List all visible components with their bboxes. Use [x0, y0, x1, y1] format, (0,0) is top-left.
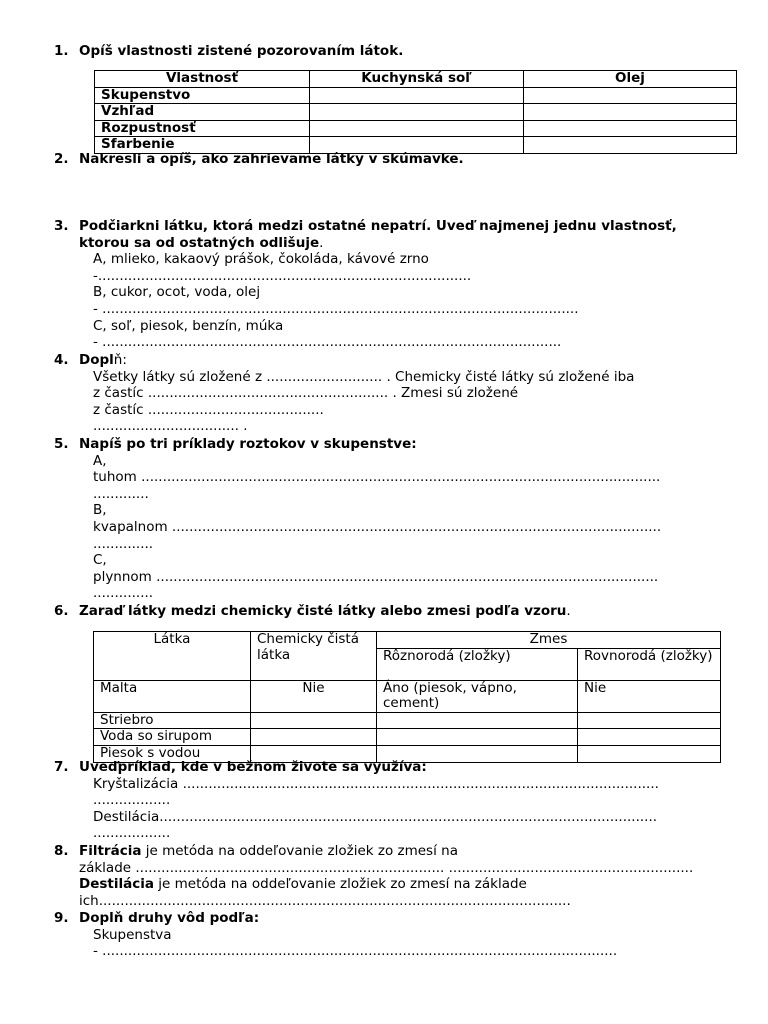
answer-cell[interactable] [578, 729, 721, 746]
cell-roznorodа: Áno (piesok, vápno, cement) [377, 680, 578, 712]
table-header: Vlastnosť [95, 71, 310, 88]
option-b: B, [93, 502, 107, 519]
fill-line[interactable]: z častíc ........................................................ . Zmesi sú zložené [93, 385, 519, 402]
table-row [94, 680, 721, 712]
answer-cell[interactable] [251, 712, 377, 729]
question-number: 7. [54, 759, 69, 775]
question-4: 4. Doplň: Všetky látky sú zložené z ........................... . Chemicky čisté látky sú zložené iba z častíc ........................................................ . Zmesi sú zložené z častíc ......................................... .................................. . [54, 352, 738, 435]
answer-cell[interactable] [377, 729, 578, 746]
fill-line[interactable]: ich.............................................................................................................. [79, 892, 571, 909]
answer-line[interactable]: - ........................................................................................................................ [93, 943, 618, 960]
table-row [94, 712, 721, 729]
fill-line[interactable]: Všetky látky sú zložené z ........................... . Chemicky čisté látky sú zložené iba [93, 368, 635, 385]
answer-line[interactable]: kvapalnom .................................................................................................................. [93, 518, 662, 535]
table-header: Látka [94, 632, 251, 681]
cell-latka: Striebro [94, 712, 251, 729]
table-header: Chemicky čistá látka [251, 632, 377, 681]
answer-line[interactable]: Kryštalizácia ............................................................................................................... [93, 775, 659, 792]
question-3: 3. Podčiarkni látku, ktorá medzi ostatné nepatrí. Uveď najmenej jednu vlastnosť, ktorou sa od ostatných odlišuje. A, mlieko, kakaový prášok, čokoláda, kávové zrno -....................................................................................... B, cukor, ocot, voda, olej - ............................................................................................................... C, soľ, piesok, benzín, múka - ........................................................................................................... [54, 218, 738, 351]
table-header: Olej [524, 71, 737, 88]
question-6: 6. Zaraď látky medzi chemicky čisté látky alebo zmesi podľa vzoru. [54, 603, 571, 619]
question-number: 5. [54, 436, 69, 452]
option-b: B, cukor, ocot, voda, olej [93, 284, 261, 301]
answer-cell[interactable] [524, 120, 737, 137]
row-label: Skupenstvo [95, 87, 310, 104]
table-header: Rovnorodá (zložky) [578, 648, 721, 680]
answer-line[interactable]: -....................................................................................... [93, 267, 472, 284]
cell-rovnoroda: Nie [578, 680, 721, 712]
answer-line-cont[interactable]: ............. [93, 485, 149, 502]
answer-cell[interactable] [310, 104, 524, 121]
answer-line-cont[interactable]: .............. [93, 535, 154, 552]
table-row [95, 87, 737, 104]
question-text: Nakresli a opíš, ako zahrievame látky v skúmavke. [79, 151, 464, 167]
question-number: 8. [54, 843, 69, 859]
answer-cell[interactable] [310, 120, 524, 137]
table-header: Kuchynská soľ [310, 71, 524, 88]
cell-latka: Malta [94, 680, 251, 712]
question-text: Doplň druhy vôd podľa: [79, 910, 260, 926]
cell-cista: Nie [251, 680, 377, 712]
properties-table [94, 70, 737, 154]
fill-line[interactable]: základe ........................................................................ ......................................................... [79, 859, 694, 876]
answer-cell[interactable] [524, 87, 737, 104]
answer-line-cont[interactable]: .................. [93, 792, 171, 809]
option-c: C, soľ, piesok, benzín, múka [93, 317, 284, 334]
cell-latka: Piesok s vodou [94, 745, 251, 762]
option-c: C, [93, 552, 107, 569]
table-row [95, 104, 737, 121]
table-header: Rôznorodá (zložky) [377, 648, 578, 680]
table-row [95, 120, 737, 137]
option-a: A, [93, 452, 107, 469]
fill-line[interactable]: z častíc ......................................... [93, 401, 324, 418]
question-text: Uveďpríklad, kde v bežnom živote sa využíva: [79, 759, 427, 775]
substances-table [93, 631, 721, 763]
question-text: Podčiarkni látku, ktorá medzi ostatné nepatrí. Uveď najmenej jednu vlastnosť, [79, 218, 677, 234]
answer-line[interactable]: tuhom ......................................................................................................................... [93, 469, 661, 486]
row-label: Sfarbenie [95, 137, 310, 154]
answer-cell[interactable] [377, 712, 578, 729]
row-label: Vzhľad [95, 104, 310, 121]
question-1 [54, 43, 728, 60]
question-text: Dopl [79, 352, 114, 368]
answer-line[interactable]: plynnom ..................................................................................................................... [93, 568, 659, 585]
option-a: Skupenstva [93, 926, 172, 943]
question-number: 4. [54, 352, 69, 368]
answer-line-cont[interactable]: .................. [93, 825, 171, 842]
question-text: Zaraď látky medzi chemicky čisté látky alebo zmesi podľa vzoru [79, 603, 567, 619]
answer-cell[interactable] [251, 729, 377, 746]
question-2 [54, 151, 728, 168]
question-text: Napíš po tri príklady roztokov v skupenstve: [79, 436, 417, 452]
row-label: Rozpustnosť [95, 120, 310, 137]
question-number: 9. [54, 910, 69, 926]
answer-cell[interactable] [524, 104, 737, 121]
term-filtracia: Filtrácia [79, 843, 142, 859]
question-7 [54, 759, 720, 842]
term-destilacia: Destilácia [79, 876, 154, 893]
question-text: ktorou sa od ostatných odlišuje [79, 234, 320, 251]
question-text: Opíš vlastnosti zistené pozorovaním látok. [79, 43, 404, 59]
table-header: Zmes [377, 632, 721, 649]
fill-line[interactable]: .................................. . [93, 418, 248, 435]
answer-cell[interactable] [578, 712, 721, 729]
question-8: 8. Filtrácia je metóda na oddeľovanie zložiek zo zmesí na základe ........................................................................ ......................................................... Destilácia je metóda na oddeľovanie zložiek zo zmesí na základe ich.............................................................................................................. [54, 843, 712, 909]
question-5 [54, 436, 720, 602]
answer-line-cont[interactable]: .............. [93, 585, 154, 602]
answer-line[interactable]: - ............................................................................................................... [93, 300, 579, 317]
question-9 [54, 910, 694, 960]
question-number: 3. [54, 218, 69, 234]
question-number: 2. [54, 151, 69, 167]
cell-latka: Voda so sirupom [94, 729, 251, 746]
option-a: A, mlieko, kakaový prášok, čokoláda, kávové zrno [93, 251, 429, 268]
answer-line[interactable]: - ........................................................................................................... [93, 334, 562, 351]
question-number: 1. [54, 43, 69, 59]
question-number: 6. [54, 603, 69, 619]
table-row [94, 729, 721, 746]
answer-line[interactable]: Destilácia.................................................................................................................... [93, 808, 658, 825]
answer-cell[interactable] [310, 87, 524, 104]
